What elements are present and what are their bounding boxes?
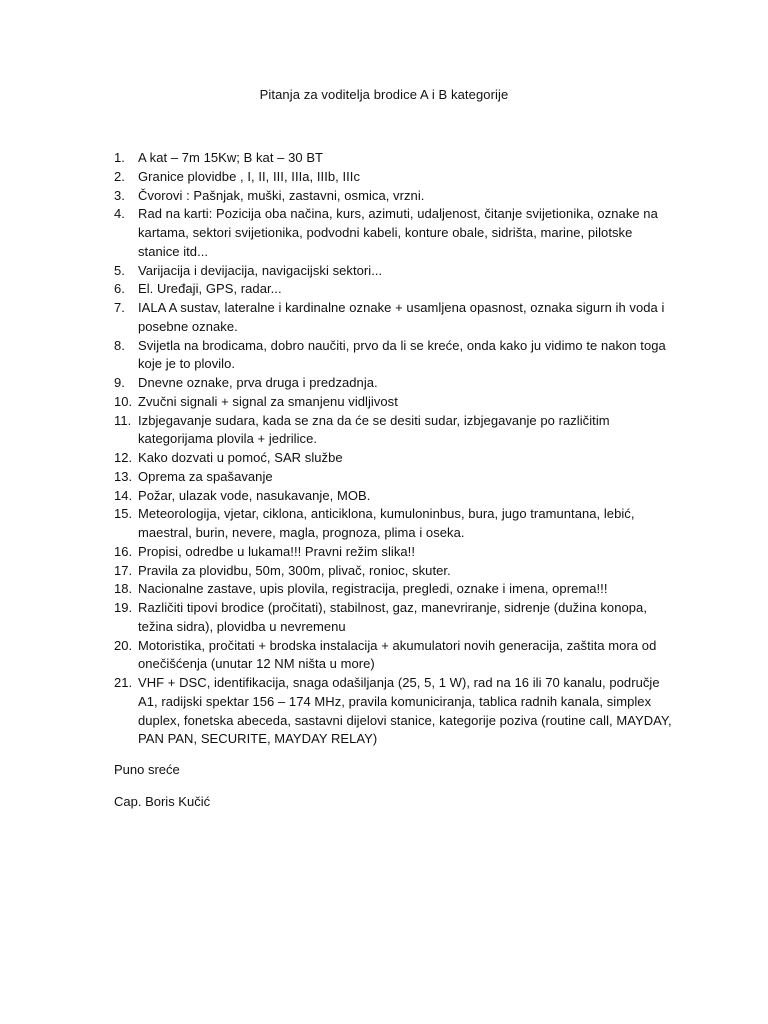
question-number: 11. [114, 412, 132, 428]
question-text: Granice plovidbe , I, II, III, IIIa, IIIb, IIIc [138, 168, 360, 184]
question-text: A kat – 7m 15Kw; B kat – 30 BT [138, 150, 324, 165]
question-text: Motoristika, pročitati + brodska instalacija + akumulatori novih generacija, zaštita mora od onečišćenja (unutar 12 NM ništa u more) [138, 637, 657, 672]
question-number: 21. [114, 675, 133, 690]
question-item-8 [114, 337, 674, 375]
question-number: 19. [114, 600, 133, 615]
document-title: Pitanja za voditelja brodice A i B kategorije [259, 87, 509, 102]
question-number: 4. [114, 206, 125, 222]
question-item-10 [114, 393, 674, 412]
question-number: 9. [114, 375, 125, 390]
question-item-1 [114, 149, 674, 168]
question-item-13 [114, 468, 674, 487]
question-number: 20. [114, 637, 133, 653]
question-item-18 [114, 580, 674, 599]
question-text: Svijetla na brodicama, dobro naučiti, prvo da li se kreće, onda kako ju vidimo te nakon toga koje je to plovilo. [138, 337, 666, 372]
question-number: 7. [114, 300, 125, 315]
question-text: Varijacija i devijacija, navigacijski sektori... [138, 262, 383, 278]
question-item-5 [114, 262, 674, 281]
closing-text: Puno sreće [114, 762, 180, 777]
author-signature: Cap. Boris Kučić [114, 794, 211, 809]
question-number: 12. [114, 450, 133, 465]
question-text: Kako dozvati u pomoć, SAR službe [138, 450, 343, 465]
question-text: Propisi, odredbe u lukama!!! Pravni režim slika!! [138, 543, 416, 559]
question-number: 17. [114, 562, 133, 578]
question-item-19 [114, 599, 674, 637]
question-list [114, 149, 674, 749]
question-item-14 [114, 487, 674, 506]
question-text: Meteorologija, vjetar, ciklona, anticiklona, kumuloninbus, bura, jugo tramuntana, lebić, maestral, burin, nevere, magla, prognoza, plima i oseka. [138, 506, 635, 540]
question-text: Nacionalne zastave, upis plovila, registracija, pregledi, oznake i imena, oprema!!! [138, 581, 608, 597]
question-text: Zvučni signali + signal za smanjenu vidljivost [138, 393, 398, 409]
question-number: 3. [114, 187, 125, 203]
question-number: 16. [114, 543, 133, 559]
question-text: El. Uređaji, GPS, radar... [138, 281, 282, 297]
question-number: 10. [114, 393, 133, 409]
question-item-9 [114, 374, 674, 393]
question-item-12 [114, 449, 674, 468]
question-text: Rad na karti: Pozicija oba načina, kurs, azimuti, udaljenost, čitanje svijetionika, oznake na kartama, sektori svijetionika, podvodni kabeli, konture obale, sidrišta, marine, pilotske stanice itd... [138, 206, 658, 259]
question-text: Požar, ulazak vode, nasukavanje, MOB. [138, 487, 371, 503]
question-number: 15. [114, 506, 133, 522]
question-number: 13. [114, 468, 133, 484]
question-item-6 [114, 280, 674, 299]
question-number: 5. [114, 262, 125, 278]
question-text: Dnevne oznake, prva druga i predzadnja. [138, 375, 378, 390]
question-text: Oprema za spašavanje [138, 468, 273, 484]
question-item-11 [114, 412, 674, 450]
question-text: Pravila za plovidbu, 50m, 300m, plivač, ronioc, skuter. [138, 562, 451, 578]
question-item-20 [114, 637, 674, 675]
question-text: Izbjegavanje sudara, kada se zna da će se desiti sudar, izbjegavanje po različitim kategorijama plovila + jedrilice. [138, 412, 610, 447]
question-item-15 [114, 505, 674, 543]
question-text: Čvorovi : Pašnjak, muški, zastavni, osmica, vrzni. [138, 187, 425, 203]
question-item-7 [114, 299, 674, 337]
question-number: 1. [114, 150, 125, 165]
question-number: 2. [114, 168, 125, 184]
question-item-3 [114, 187, 674, 206]
question-item-2 [114, 168, 674, 187]
question-text: Različiti tipovi brodice (pročitati), stabilnost, gaz, manevriranje, sidrenje (dužina konopa, težina sidra), plovidba u nevremenu [138, 600, 647, 634]
question-number: 14. [114, 487, 133, 503]
question-text: IALA A sustav, lateralne i kardinalne oznake + usamljena opasnost, oznaka sigurn ih voda i posebne oznake. [138, 300, 665, 334]
question-number: 6. [114, 281, 125, 297]
question-item-17 [114, 562, 674, 581]
question-item-21 [114, 674, 674, 749]
question-item-4 [114, 205, 674, 261]
question-number: 8. [114, 337, 125, 353]
question-text: VHF + DSC, identifikacija, snaga odašiljanja (25, 5, 1 W), rad na 16 ili 70 kanalu, područje A1, radijski spektar 156 – 174 MHz, pravila komuniciranja, tablica radnih kanala, simplex duplex, fonetska abeceda, sastavni dijelovi stanice, kategorije poziva (routine call, MAYDAY, PAN PAN, SECURITE, MAYDAY RELAY) [138, 675, 672, 747]
question-number: 18. [114, 581, 133, 597]
question-item-16 [114, 543, 674, 562]
